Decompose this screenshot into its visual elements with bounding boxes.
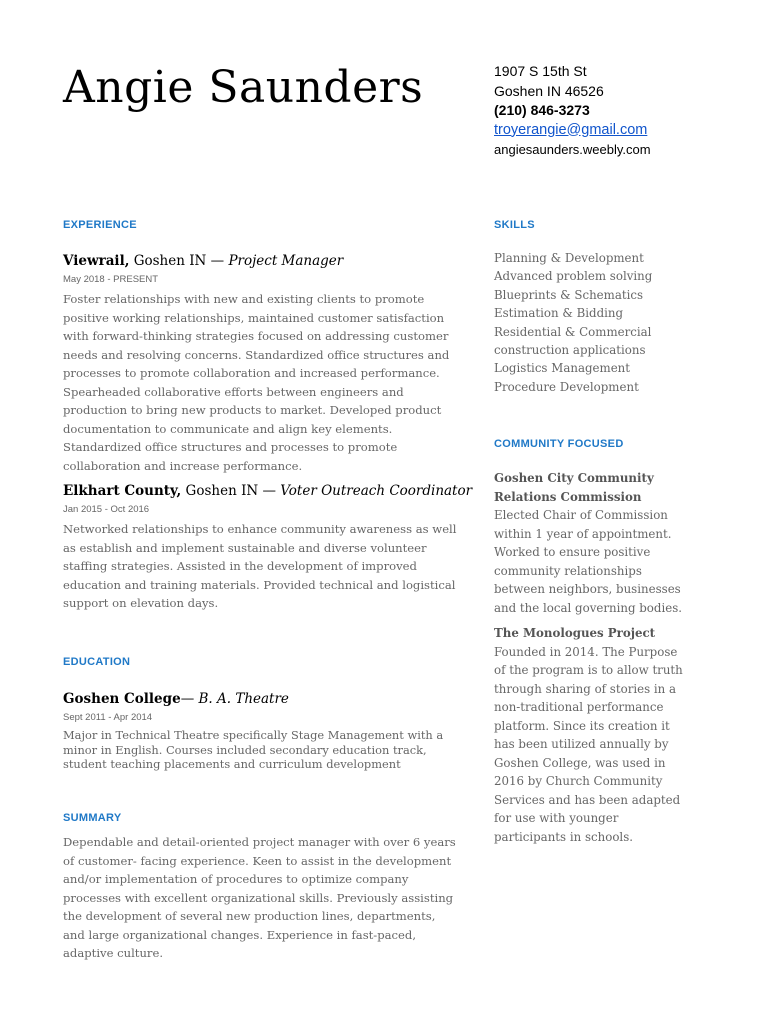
skill-item: Logistics Management xyxy=(494,361,631,376)
job-title-line xyxy=(63,251,458,271)
community-heading: COMMUNITY FOCUSED xyxy=(494,438,624,450)
job-title-line xyxy=(63,481,473,501)
summary-block xyxy=(63,830,458,963)
education-heading: EDUCATION xyxy=(63,656,131,668)
education-dates: Sept 2011 - Apr 2014 xyxy=(63,712,153,723)
experience-heading: EXPERIENCE xyxy=(63,219,137,231)
address-line-2: Goshen IN 46526 xyxy=(494,82,604,99)
skill-item: Procedure Development xyxy=(494,379,639,394)
skill-item: Residential & Commercial construction applications xyxy=(494,324,652,358)
job-org: Elkhart County, xyxy=(63,483,182,499)
community-entry xyxy=(494,469,684,617)
degree: B. A. Theatre xyxy=(198,691,289,707)
job-org: Viewrail, xyxy=(63,253,130,269)
skill-item: Estimation & Bidding xyxy=(494,306,624,321)
community-entry-text: Elected Chair of Commission within 1 year of appointment. Worked to ensure positive community relationships between neighbors, businesses and the local governing bodies. xyxy=(494,508,683,615)
summary-heading: SUMMARY xyxy=(63,812,122,824)
skill-item: Advanced problem solving xyxy=(494,269,653,284)
job-dates: May 2018 - PRESENT xyxy=(63,274,159,285)
applicant-name: Angie Saunders xyxy=(63,62,424,113)
email-link[interactable]: troyerangie@gmail.com xyxy=(494,121,648,138)
job-description: Networked relationships to enhance community awareness as well as establish and implement sustainable and diverse volunteer staffing strategies. Assisted in the development of improved education and training materials. Provided technical and logistical support on elevation days. xyxy=(63,522,457,610)
website-link[interactable]: angiesaunders.weebly.com xyxy=(494,142,651,157)
education-separator: — xyxy=(180,691,199,707)
contact-block xyxy=(494,62,651,159)
address-line-1: 1907 S 15th St xyxy=(494,63,587,79)
education-entry xyxy=(63,689,458,772)
job-entry xyxy=(63,251,458,475)
job-role: Voter Outreach Coordinator xyxy=(280,483,473,499)
job-role: Project Manager xyxy=(228,253,344,269)
education-description: Major in Technical Theatre specifically Stage Management with a minor in English. Courses included secondary education track, student teaching placements and curriculum development xyxy=(63,728,444,771)
job-location: Goshen IN — xyxy=(129,253,229,269)
skill-item: Blueprints & Schematics xyxy=(494,287,644,302)
phone-number: (210) 846-3273 xyxy=(494,102,590,118)
job-location: Goshen IN — xyxy=(181,483,281,499)
community-entry-title: Goshen City Community Relations Commission xyxy=(494,471,654,504)
job-entry xyxy=(63,481,473,613)
community-entry-text: Founded in 2014. The Purpose of the program is to allow truth through sharing of stories in a non-traditional performance platform. Since its creation it has been utilized annually by Goshen College, was used in 2016 by Church Community Services and has been adapted for use with younger participants in schools. xyxy=(494,644,683,844)
summary-text: Dependable and detail-oriented project manager with over 6 years of customer- facing experience. Keen to assist in the development and/or implementation of procedures to optimize company processes with excellent organizational skills. Previously assisting the development of several new production lines, departments, and large organizational changes. Experience in fast-paced, adaptive culture. xyxy=(63,835,456,960)
community-entry xyxy=(494,624,684,846)
community-list xyxy=(494,469,684,846)
job-dates: Jan 2015 - Oct 2016 xyxy=(63,504,150,515)
community-entry-title: The Monologues Project xyxy=(494,626,656,640)
skills-list xyxy=(494,249,684,396)
skills-heading: SKILLS xyxy=(494,219,535,231)
school-name: Goshen College xyxy=(63,691,181,707)
skill-item: Planning & Development xyxy=(494,251,644,265)
job-description: Foster relationships with new and existing clients to promote positive working relationships, maintained customer satisfaction with forward-thinking strategies focused on addressing customer needs and resolving concerns. Standardized office structures and processes to promote collaboration and increased performance. Spearheaded collaborative efforts between engineers and production to bring new products to market. Developed product documentation to communicate and align key elements. Standardized office structures and processes to promote collaboration and increase performance. xyxy=(63,292,450,473)
education-title-line xyxy=(63,689,458,709)
